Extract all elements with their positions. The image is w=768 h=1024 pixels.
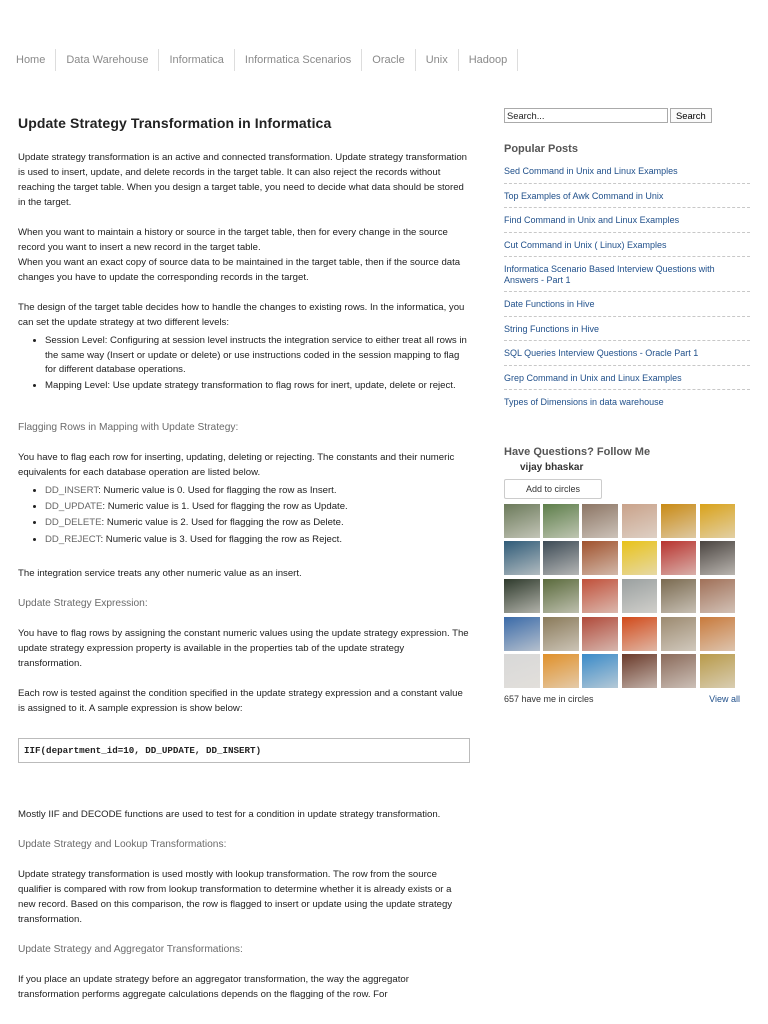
list-item: [45, 516, 470, 531]
list-item: [45, 484, 470, 499]
aggregator-paragraph: If you place an update strategy before an aggregator transformation, the way the aggregator transformation performs aggregate calculations depends on the flagging of the row. For: [18, 974, 409, 1001]
popular-post-link[interactable]: Sed Command in Unix and Linux Examples: [504, 166, 750, 184]
aggregator-heading: Update Strategy and Aggregator Transformations:: [18, 944, 243, 956]
popular-post-link[interactable]: Cut Command in Unix ( Linux) Examples: [504, 240, 750, 258]
constant-desc: : Numeric value is 2. Used for flagging the row as Delete.: [101, 517, 344, 529]
follower-avatar[interactable]: [661, 579, 697, 613]
levels-list: [18, 334, 470, 394]
search-input[interactable]: [504, 108, 668, 123]
flagging-heading: Flagging Rows in Mapping with Update Strategy:: [18, 421, 239, 433]
constant-name: DD_UPDATE: [45, 501, 103, 513]
nav-informatica-scenarios[interactable]: Informatica Scenarios: [235, 49, 362, 71]
constants-list: [18, 484, 470, 547]
follower-avatar[interactable]: [700, 504, 736, 538]
sidebar: [504, 108, 750, 704]
popular-post-link[interactable]: String Functions in Hive: [504, 324, 750, 342]
popular-posts-heading: Popular Posts: [504, 143, 578, 155]
follower-avatar[interactable]: [661, 541, 697, 575]
follower-avatar[interactable]: [622, 504, 658, 538]
expression-heading: Update Strategy Expression:: [18, 598, 148, 610]
constant-desc: : Numeric value is 1. Used for flagging the row as Update.: [102, 501, 348, 513]
popular-post-link[interactable]: Find Command in Unix and Linux Examples: [504, 215, 750, 233]
lookup-heading: Update Strategy and Lookup Transformations:: [18, 839, 227, 851]
follower-avatar[interactable]: [582, 504, 618, 538]
circles-footer: [504, 694, 740, 704]
constant-desc: : Numeric value is 0. Used for flagging the row as Insert.: [98, 484, 337, 496]
popular-post-link[interactable]: SQL Queries Interview Questions - Oracle Part 1: [504, 348, 750, 366]
nav-hadoop[interactable]: Hadoop: [459, 49, 519, 71]
follower-avatar[interactable]: [504, 617, 540, 651]
nav-unix[interactable]: Unix: [416, 49, 459, 71]
follower-avatar[interactable]: [700, 654, 736, 688]
list-item: [45, 533, 470, 548]
view-all-link[interactable]: View all: [709, 694, 740, 705]
nav-data-warehouse[interactable]: Data Warehouse: [56, 49, 159, 71]
popular-post-link[interactable]: Informatica Scenario Based Interview Questions with Answers - Part 1: [504, 264, 750, 292]
follower-avatar[interactable]: [582, 579, 618, 613]
code-block: IIF(department_id=10, DD_UPDATE, DD_INSERT): [18, 738, 470, 763]
levels-paragraph: The design of the target table decides how to handle the changes to existing rows. In the informatica, you can set the update strategy at two different levels:: [18, 302, 465, 328]
follower-avatar[interactable]: [543, 617, 579, 651]
popular-post-link[interactable]: Date Functions in Hive: [504, 299, 750, 317]
constant-desc: : Numeric value is 3. Used for flagging the row as Reject.: [100, 533, 343, 545]
lookup-paragraph: Update strategy transformation is used mostly with lookup transformation. The row from the source qualifier is compared with row from lookup transformation to determine whether it is already exists or a new record. Based on this comparison, the row is flagged to insert or update using the update strategy transformation.: [18, 869, 453, 926]
search-form: [504, 108, 750, 123]
follower-avatar[interactable]: [504, 504, 540, 538]
follower-avatar[interactable]: [700, 541, 736, 575]
intro-paragraph: Update strategy transformation is an active and connected transformation. Update strategy transformation is used to insert, update, and delete records in the target table. It can also reject the records without reaching the target table. When you design a target table, you need to decide what data should be stored in the target.: [18, 152, 468, 208]
search-button[interactable]: Search: [670, 108, 712, 123]
follower-avatar[interactable]: [582, 541, 618, 575]
follower-avatar[interactable]: [700, 579, 736, 613]
follower-avatar[interactable]: [622, 654, 658, 688]
history-sentence: When you want to maintain a history or source in the target table, then for every change in the source record you want to insert a new record in the target table.: [18, 227, 448, 253]
nav-home[interactable]: Home: [0, 49, 56, 71]
constant-name: DD_INSERT: [45, 484, 99, 496]
popular-posts-list: [504, 166, 750, 414]
constant-name: DD_DELETE: [45, 517, 102, 529]
top-nav: [0, 49, 518, 71]
expression-paragraph: You have to flag rows by assigning the constant numeric values using the update strategy expression. The update strategy expression property is available in the properties tab of the update strategy transformation.: [18, 628, 469, 670]
follow-heading: Have Questions? Follow Me: [504, 445, 651, 458]
add-to-circles-button[interactable]: Add to circles: [504, 479, 602, 499]
other-value-paragraph: The integration service treats any other numeric value as an insert.: [18, 568, 302, 580]
nav-informatica[interactable]: Informatica: [159, 49, 234, 71]
follower-avatars: [504, 504, 750, 689]
follower-avatar[interactable]: [661, 504, 697, 538]
follower-avatar[interactable]: [543, 541, 579, 575]
condition-paragraph: Each row is tested against the condition specified in the update strategy expression and a constant value is assigned to it. A sample expression is show below:: [18, 688, 463, 715]
popular-post-link[interactable]: Types of Dimensions in data warehouse: [504, 397, 664, 407]
follower-avatar[interactable]: [543, 504, 579, 538]
list-item: • Mapping Level: Use update strategy transformation to flag rows for inert, update, delete or reject.: [45, 379, 470, 394]
copy-sentence: When you want an exact copy of source data to be maintained in the target table, then if the source data changes you have to update the corresponding records in the target.: [18, 257, 461, 283]
follower-avatar[interactable]: [661, 617, 697, 651]
profile-name[interactable]: vijay bhaskar: [520, 461, 584, 473]
follower-avatar[interactable]: [661, 654, 697, 688]
follower-avatar[interactable]: [622, 579, 658, 613]
constant-name: DD_REJECT: [45, 533, 101, 545]
follower-avatar[interactable]: [622, 541, 658, 575]
popular-post-link[interactable]: Top Examples of Awk Command in Unix: [504, 191, 750, 209]
iif-paragraph: Mostly IIF and DECODE functions are used to test for a condition in update strategy transformation.: [18, 809, 441, 821]
follower-avatar[interactable]: [700, 617, 736, 651]
flagging-paragraph: You have to flag each row for inserting, updating, deleting or rejecting. The constants and their numeric equivalents for each database operation are listed below.: [18, 451, 455, 478]
follower-avatar[interactable]: [504, 541, 540, 575]
history-paragraph: [18, 225, 470, 285]
list-item: • Session Level: Configuring at session level instructs the integration service to either treat all rows in the same way (Insert or update or delete) or use instructions coded in the session mapping to flag for different database operations.: [45, 334, 470, 378]
list-item: [45, 500, 470, 515]
follower-avatar[interactable]: [543, 579, 579, 613]
popular-post-link[interactable]: Grep Command in Unix and Linux Examples: [504, 373, 750, 391]
circles-count: 657 have me in circles: [504, 694, 594, 705]
follower-avatar[interactable]: [582, 617, 618, 651]
post-title: Update Strategy Transformation in Informatica: [18, 115, 332, 131]
follower-avatar[interactable]: [622, 617, 658, 651]
follower-avatar[interactable]: [504, 579, 540, 613]
post-body: [18, 115, 470, 1017]
follower-avatar[interactable]: [582, 654, 618, 688]
follower-avatar[interactable]: [543, 654, 579, 688]
nav-oracle[interactable]: Oracle: [362, 49, 415, 71]
follower-avatar[interactable]: [504, 654, 540, 688]
